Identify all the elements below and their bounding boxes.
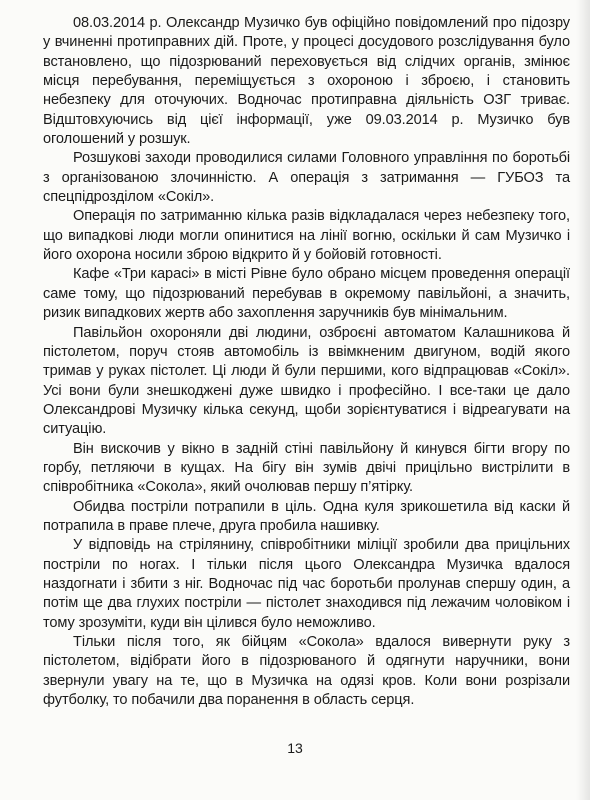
- paragraph-4: Кафе «Три карасі» в місті Рівне було обрано місцем проведення операції саме тому, що підозрюваний перебував в окремому павільйоні, а значить, ризик випадкових жертв або захоплення заручників був мінімальним.: [43, 266, 570, 322]
- paragraph-2: Розшукові заходи проводилися силами Головного управління по боротьбі з організованою злочинністю. А операція з затримання — ГУБОЗ та спецпідрозділом «Сокіл».: [43, 150, 570, 206]
- document-page: [43, 14, 570, 710]
- paragraph-7: Обидва постріли потрапили в ціль. Одна куля зрикошетила від каски й потрапила в праве плече, друга пробила нашивку.: [43, 498, 570, 534]
- paragraph-8: У відповідь на стрілянину, співробітники міліції зробили два прицільних постріли по ногах. І тільки після цього Олександра Музичка вдалося наздогнати і збити з ніг. Водночас під час боротьби пролунав спершу один, а потім ще два глухих постріли — пістолет знаходився під лежачим чоловіком і тому зрозуміти, куди він цілився було неможливо.: [43, 537, 570, 631]
- paragraph-6: Він вискочив у вікно в задній стіні павільйону й кинувся бігти вгору по горбу, петляючи в кущах. На бігу він зумів двічі прицільно вистрілити в співробітника «Сокола», який очолював першу п’ятірку.: [43, 440, 570, 496]
- paragraph-3: Операція по затриманню кілька разів відкладалася через небезпеку того, що випадкові люди могли опинитися на лінії вогню, оскільки й сам Музичко і його охорона носили зброю відкрито й у бойовій готовності.: [43, 208, 570, 264]
- page-number: 13: [287, 740, 303, 756]
- paragraph-5: Павільйон охороняли дві людини, озброєні автоматом Калашникова й пістолетом, поруч стояв автомобіль із ввімкненим двигуном, водій якого тримав у руках пістолет. Ці люди й були першими, кого відпрацював «Сокіл». Усі вони були знешкоджені дуже швидко і професійно. І все-таки це дало Олександрові Музичку кілька секунд, щоби зорієнтуватися і відреагувати на ситуацію.: [43, 324, 570, 438]
- paragraph-9: Тільки після того, як бійцям «Сокола» вдалося вивернути руку з пістолетом, відібрати його в підозрюваного й одягнути наручники, вони звернули увагу на те, що в Музичка на одязі кров. Коли вони розрізали футболку, то побачили два поранення в область серця.: [43, 634, 570, 709]
- scan-edge-shadow: [576, 0, 590, 800]
- paragraph-1: 08.03.2014 р. Олександр Музичко був офіційно повідомлений про підозру у вчиненні протиправних дій. Проте, у процесі досудового розслідування було встановлено, що підозрюваний переховується від слідчих органів, змінює місця перебування, переміщується з охороною і зброєю, і становить небезпеку для оточуючих. Водночас протиправна діяльність ОЗГ триває. Відштовхуючись від цієї інформації, уже 09.03.2014 р. Музичко був оголошений у розшук.: [43, 15, 570, 148]
